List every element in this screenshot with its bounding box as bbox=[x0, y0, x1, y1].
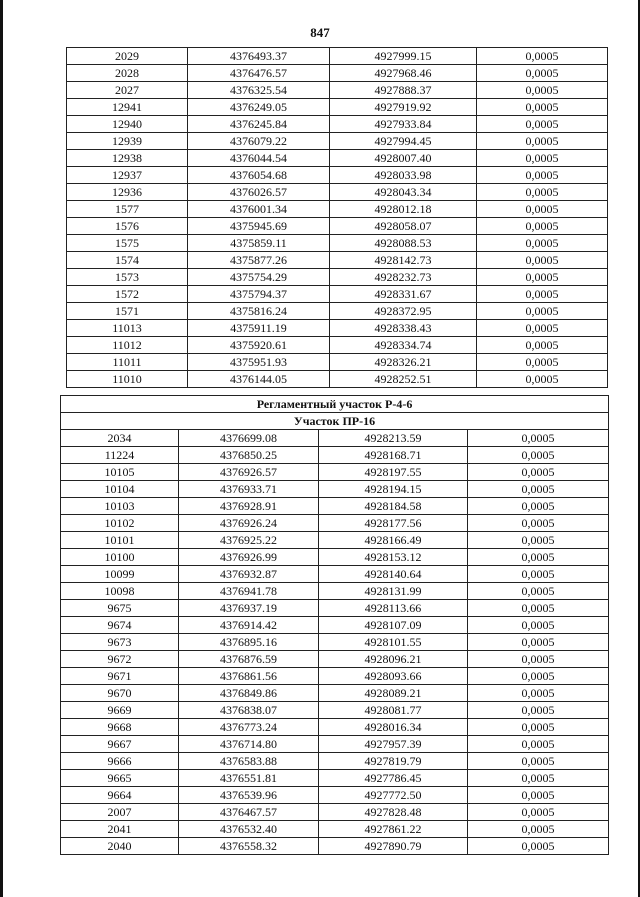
table-row bbox=[61, 566, 609, 583]
y-coordinate: 4927861.22 bbox=[319, 821, 468, 838]
x-coordinate: 4376850.25 bbox=[179, 447, 319, 464]
precision-value: 0,0005 bbox=[468, 821, 609, 838]
precision-value: 0,0005 bbox=[468, 787, 609, 804]
coordinates-table-bottom bbox=[60, 395, 609, 855]
precision-value: 0,0005 bbox=[477, 218, 608, 235]
x-coordinate: 4376249.05 bbox=[188, 99, 330, 116]
table-row bbox=[67, 286, 608, 303]
table-row bbox=[67, 252, 608, 269]
y-coordinate: 4927999.15 bbox=[330, 48, 477, 65]
y-coordinate: 4927933.84 bbox=[330, 116, 477, 133]
y-coordinate: 4928168.71 bbox=[319, 447, 468, 464]
section-heading-row bbox=[61, 396, 609, 413]
x-coordinate: 4376493.37 bbox=[188, 48, 330, 65]
y-coordinate: 4928096.21 bbox=[319, 651, 468, 668]
precision-value: 0,0005 bbox=[477, 269, 608, 286]
y-coordinate: 4928166.49 bbox=[319, 532, 468, 549]
y-coordinate: 4928101.55 bbox=[319, 634, 468, 651]
y-coordinate: 4928338.43 bbox=[330, 320, 477, 337]
precision-value: 0,0005 bbox=[477, 48, 608, 65]
precision-value: 0,0005 bbox=[468, 702, 609, 719]
y-coordinate: 4927919.92 bbox=[330, 99, 477, 116]
x-coordinate: 4376245.84 bbox=[188, 116, 330, 133]
precision-value: 0,0005 bbox=[468, 498, 609, 515]
page-number: 847 bbox=[310, 25, 330, 40]
point-number: 2040 bbox=[61, 838, 179, 855]
precision-value: 0,0005 bbox=[477, 150, 608, 167]
y-coordinate: 4928153.12 bbox=[319, 549, 468, 566]
y-coordinate: 4927772.50 bbox=[319, 787, 468, 804]
precision-value: 0,0005 bbox=[477, 354, 608, 371]
point-number: 9668 bbox=[61, 719, 179, 736]
subsection-heading-row bbox=[61, 413, 609, 430]
x-coordinate: 4375816.24 bbox=[188, 303, 330, 320]
y-coordinate: 4928012.18 bbox=[330, 201, 477, 218]
precision-value: 0,0005 bbox=[477, 167, 608, 184]
point-number: 9666 bbox=[61, 753, 179, 770]
table-row bbox=[67, 150, 608, 167]
table-row bbox=[67, 201, 608, 218]
x-coordinate: 4376932.87 bbox=[179, 566, 319, 583]
x-coordinate: 4376467.57 bbox=[179, 804, 319, 821]
table-row bbox=[67, 371, 608, 388]
precision-value: 0,0005 bbox=[468, 583, 609, 600]
x-coordinate: 4376926.99 bbox=[179, 549, 319, 566]
x-coordinate: 4375859.11 bbox=[188, 235, 330, 252]
table-row bbox=[67, 48, 608, 65]
point-number: 1576 bbox=[67, 218, 188, 235]
x-coordinate: 4376054.68 bbox=[188, 167, 330, 184]
y-coordinate: 4928088.53 bbox=[330, 235, 477, 252]
precision-value: 0,0005 bbox=[477, 337, 608, 354]
precision-value: 0,0005 bbox=[477, 99, 608, 116]
precision-value: 0,0005 bbox=[477, 116, 608, 133]
point-number: 11013 bbox=[67, 320, 188, 337]
table-row bbox=[61, 498, 609, 515]
table-row bbox=[61, 532, 609, 549]
point-number: 9674 bbox=[61, 617, 179, 634]
table-row bbox=[61, 447, 609, 464]
point-number: 2034 bbox=[61, 430, 179, 447]
x-coordinate: 4376849.86 bbox=[179, 685, 319, 702]
precision-value: 0,0005 bbox=[468, 753, 609, 770]
y-coordinate: 4928007.40 bbox=[330, 150, 477, 167]
point-number: 2029 bbox=[67, 48, 188, 65]
x-coordinate: 4376773.24 bbox=[179, 719, 319, 736]
table-row bbox=[67, 218, 608, 235]
table-row bbox=[61, 464, 609, 481]
precision-value: 0,0005 bbox=[468, 736, 609, 753]
y-coordinate: 4928113.66 bbox=[319, 600, 468, 617]
y-coordinate: 4927888.37 bbox=[330, 82, 477, 99]
precision-value: 0,0005 bbox=[477, 303, 608, 320]
precision-value: 0,0005 bbox=[468, 430, 609, 447]
x-coordinate: 4376933.71 bbox=[179, 481, 319, 498]
x-coordinate: 4375794.37 bbox=[188, 286, 330, 303]
x-coordinate: 4376937.19 bbox=[179, 600, 319, 617]
point-number: 9670 bbox=[61, 685, 179, 702]
table-row bbox=[61, 838, 609, 855]
table-row bbox=[61, 617, 609, 634]
precision-value: 0,0005 bbox=[477, 133, 608, 150]
y-coordinate: 4927890.79 bbox=[319, 838, 468, 855]
y-coordinate: 4928184.58 bbox=[319, 498, 468, 515]
point-number: 2041 bbox=[61, 821, 179, 838]
x-coordinate: 4376838.07 bbox=[179, 702, 319, 719]
precision-value: 0,0005 bbox=[477, 371, 608, 388]
table-row bbox=[67, 82, 608, 99]
precision-value: 0,0005 bbox=[468, 651, 609, 668]
point-number: 1572 bbox=[67, 286, 188, 303]
coordinates-table-top bbox=[66, 47, 608, 388]
y-coordinate: 4928194.15 bbox=[319, 481, 468, 498]
section-heading: Регламентный участок Р-4-6 bbox=[61, 396, 609, 413]
x-coordinate: 4376895.16 bbox=[179, 634, 319, 651]
x-coordinate: 4375920.61 bbox=[188, 337, 330, 354]
table-row bbox=[67, 337, 608, 354]
point-number: 12941 bbox=[67, 99, 188, 116]
point-number: 9671 bbox=[61, 668, 179, 685]
x-coordinate: 4376876.59 bbox=[179, 651, 319, 668]
point-number: 11224 bbox=[61, 447, 179, 464]
point-number: 10100 bbox=[61, 549, 179, 566]
table-row bbox=[61, 481, 609, 498]
table-row bbox=[67, 133, 608, 150]
y-coordinate: 4928252.51 bbox=[330, 371, 477, 388]
precision-value: 0,0005 bbox=[468, 804, 609, 821]
y-coordinate: 4927828.48 bbox=[319, 804, 468, 821]
point-number: 12940 bbox=[67, 116, 188, 133]
point-number: 1575 bbox=[67, 235, 188, 252]
precision-value: 0,0005 bbox=[468, 719, 609, 736]
left-scan-border bbox=[0, 0, 3, 897]
point-number: 12937 bbox=[67, 167, 188, 184]
precision-value: 0,0005 bbox=[468, 770, 609, 787]
point-number: 9673 bbox=[61, 634, 179, 651]
y-coordinate: 4928177.56 bbox=[319, 515, 468, 532]
table-row bbox=[67, 269, 608, 286]
y-coordinate: 4928334.74 bbox=[330, 337, 477, 354]
precision-value: 0,0005 bbox=[477, 320, 608, 337]
y-coordinate: 4927819.79 bbox=[319, 753, 468, 770]
point-number: 10104 bbox=[61, 481, 179, 498]
precision-value: 0,0005 bbox=[468, 685, 609, 702]
x-coordinate: 4376001.34 bbox=[188, 201, 330, 218]
point-number: 10102 bbox=[61, 515, 179, 532]
y-coordinate: 4927994.45 bbox=[330, 133, 477, 150]
table-row bbox=[67, 99, 608, 116]
point-number: 9669 bbox=[61, 702, 179, 719]
x-coordinate: 4376925.22 bbox=[179, 532, 319, 549]
precision-value: 0,0005 bbox=[468, 515, 609, 532]
table-row bbox=[61, 821, 609, 838]
x-coordinate: 4376325.54 bbox=[188, 82, 330, 99]
table-row bbox=[67, 167, 608, 184]
x-coordinate: 4376928.91 bbox=[179, 498, 319, 515]
x-coordinate: 4376079.22 bbox=[188, 133, 330, 150]
table-row bbox=[67, 65, 608, 82]
x-coordinate: 4375754.29 bbox=[188, 269, 330, 286]
point-number: 10099 bbox=[61, 566, 179, 583]
x-coordinate: 4375911.19 bbox=[188, 320, 330, 337]
x-coordinate: 4376551.81 bbox=[179, 770, 319, 787]
y-coordinate: 4928142.73 bbox=[330, 252, 477, 269]
y-coordinate: 4927968.46 bbox=[330, 65, 477, 82]
precision-value: 0,0005 bbox=[468, 464, 609, 481]
precision-value: 0,0005 bbox=[468, 532, 609, 549]
point-number: 10101 bbox=[61, 532, 179, 549]
x-coordinate: 4375951.93 bbox=[188, 354, 330, 371]
x-coordinate: 4376583.88 bbox=[179, 753, 319, 770]
precision-value: 0,0005 bbox=[468, 447, 609, 464]
y-coordinate: 4928043.34 bbox=[330, 184, 477, 201]
point-number: 12939 bbox=[67, 133, 188, 150]
precision-value: 0,0005 bbox=[468, 566, 609, 583]
x-coordinate: 4376941.78 bbox=[179, 583, 319, 600]
table-row bbox=[61, 787, 609, 804]
y-coordinate: 4928033.98 bbox=[330, 167, 477, 184]
precision-value: 0,0005 bbox=[468, 600, 609, 617]
y-coordinate: 4928081.77 bbox=[319, 702, 468, 719]
point-number: 12936 bbox=[67, 184, 188, 201]
y-coordinate: 4928058.07 bbox=[330, 218, 477, 235]
table-row bbox=[61, 515, 609, 532]
x-coordinate: 4376699.08 bbox=[179, 430, 319, 447]
point-number: 10098 bbox=[61, 583, 179, 600]
table-row bbox=[61, 549, 609, 566]
x-coordinate: 4376861.56 bbox=[179, 668, 319, 685]
x-coordinate: 4375877.26 bbox=[188, 252, 330, 269]
precision-value: 0,0005 bbox=[468, 549, 609, 566]
y-coordinate: 4928232.73 bbox=[330, 269, 477, 286]
table-row bbox=[61, 600, 609, 617]
table-row bbox=[61, 583, 609, 600]
x-coordinate: 4376926.24 bbox=[179, 515, 319, 532]
x-coordinate: 4375945.69 bbox=[188, 218, 330, 235]
point-number: 2027 bbox=[67, 82, 188, 99]
precision-value: 0,0005 bbox=[477, 286, 608, 303]
y-coordinate: 4928197.55 bbox=[319, 464, 468, 481]
point-number: 10103 bbox=[61, 498, 179, 515]
table-row bbox=[61, 430, 609, 447]
precision-value: 0,0005 bbox=[468, 838, 609, 855]
point-number: 11011 bbox=[67, 354, 188, 371]
point-number: 9672 bbox=[61, 651, 179, 668]
point-number: 2028 bbox=[67, 65, 188, 82]
y-coordinate: 4928372.95 bbox=[330, 303, 477, 320]
precision-value: 0,0005 bbox=[468, 668, 609, 685]
precision-value: 0,0005 bbox=[477, 252, 608, 269]
table-row bbox=[61, 753, 609, 770]
table-row bbox=[61, 685, 609, 702]
precision-value: 0,0005 bbox=[477, 82, 608, 99]
y-coordinate: 4928326.21 bbox=[330, 354, 477, 371]
x-coordinate: 4376558.32 bbox=[179, 838, 319, 855]
y-coordinate: 4928140.64 bbox=[319, 566, 468, 583]
precision-value: 0,0005 bbox=[468, 617, 609, 634]
point-number: 9665 bbox=[61, 770, 179, 787]
y-coordinate: 4928016.34 bbox=[319, 719, 468, 736]
point-number: 11010 bbox=[67, 371, 188, 388]
table-row bbox=[67, 235, 608, 252]
table-row bbox=[61, 719, 609, 736]
y-coordinate: 4928331.67 bbox=[330, 286, 477, 303]
y-coordinate: 4928131.99 bbox=[319, 583, 468, 600]
precision-value: 0,0005 bbox=[477, 235, 608, 252]
x-coordinate: 4376026.57 bbox=[188, 184, 330, 201]
point-number: 1571 bbox=[67, 303, 188, 320]
table-row bbox=[61, 668, 609, 685]
x-coordinate: 4376926.57 bbox=[179, 464, 319, 481]
table-row bbox=[67, 320, 608, 337]
subsection-heading: Участок ПР-16 bbox=[61, 413, 609, 430]
point-number: 9667 bbox=[61, 736, 179, 753]
precision-value: 0,0005 bbox=[468, 481, 609, 498]
table-row bbox=[67, 354, 608, 371]
y-coordinate: 4927786.45 bbox=[319, 770, 468, 787]
table-row bbox=[67, 184, 608, 201]
table-row bbox=[61, 651, 609, 668]
y-coordinate: 4928107.09 bbox=[319, 617, 468, 634]
table-row bbox=[61, 770, 609, 787]
x-coordinate: 4376714.80 bbox=[179, 736, 319, 753]
x-coordinate: 4376476.57 bbox=[188, 65, 330, 82]
point-number: 12938 bbox=[67, 150, 188, 167]
y-coordinate: 4928089.21 bbox=[319, 685, 468, 702]
table-row bbox=[61, 736, 609, 753]
point-number: 1573 bbox=[67, 269, 188, 286]
x-coordinate: 4376532.40 bbox=[179, 821, 319, 838]
point-number: 1577 bbox=[67, 201, 188, 218]
y-coordinate: 4927957.39 bbox=[319, 736, 468, 753]
point-number: 2007 bbox=[61, 804, 179, 821]
table-row bbox=[67, 116, 608, 133]
point-number: 9675 bbox=[61, 600, 179, 617]
y-coordinate: 4928213.59 bbox=[319, 430, 468, 447]
point-number: 1574 bbox=[67, 252, 188, 269]
table-row bbox=[61, 634, 609, 651]
x-coordinate: 4376539.96 bbox=[179, 787, 319, 804]
x-coordinate: 4376914.42 bbox=[179, 617, 319, 634]
y-coordinate: 4928093.66 bbox=[319, 668, 468, 685]
precision-value: 0,0005 bbox=[468, 634, 609, 651]
x-coordinate: 4376044.54 bbox=[188, 150, 330, 167]
x-coordinate: 4376144.05 bbox=[188, 371, 330, 388]
precision-value: 0,0005 bbox=[477, 201, 608, 218]
table-row bbox=[67, 303, 608, 320]
point-number: 11012 bbox=[67, 337, 188, 354]
point-number: 10105 bbox=[61, 464, 179, 481]
table-row bbox=[61, 804, 609, 821]
point-number: 9664 bbox=[61, 787, 179, 804]
precision-value: 0,0005 bbox=[477, 65, 608, 82]
table-row bbox=[61, 702, 609, 719]
precision-value: 0,0005 bbox=[477, 184, 608, 201]
